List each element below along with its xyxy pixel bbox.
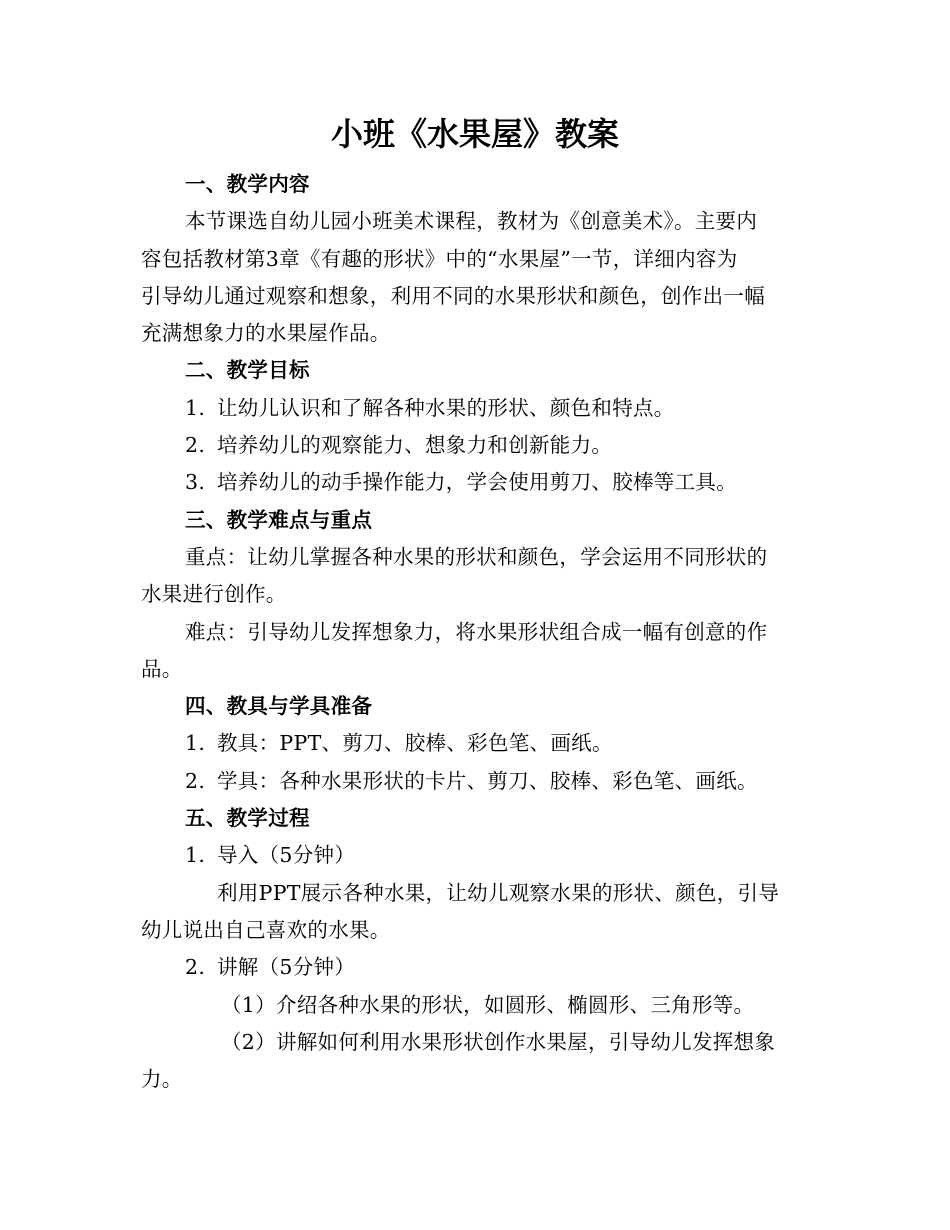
list-item	[141, 427, 807, 464]
list-item	[141, 837, 807, 874]
list-number: 2.	[185, 955, 206, 980]
sub-list-item: （2）讲解如何利用水果形状创作水果屋，引导幼儿发挥想象	[221, 1029, 776, 1054]
list-text: 让幼儿认识和了解各种水果的形状、颜色和特点。	[217, 395, 675, 420]
sub-list-item: （1）介绍各种水果的形状，如圆形、椭圆形、三角形等。	[221, 992, 755, 1017]
section-heading-objectives: 二、教学目标	[185, 358, 310, 383]
list-text: 教具：PPT、剪刀、胶棒、彩色笔、画纸。	[217, 731, 613, 756]
section-heading-process: 五、教学过程	[185, 806, 310, 831]
list-text: 培养幼儿的动手操作能力，学会使用剪刀、胶棒等工具。	[217, 470, 737, 495]
paragraph-line: 品。	[141, 656, 183, 681]
list-text: 讲解（5分钟）	[217, 955, 356, 980]
list-item	[141, 390, 807, 427]
list-text: 导入（5分钟）	[217, 843, 356, 868]
paragraph-line: 容包括教材第3章《有趣的形状》中的“水果屋”一节，详细内容为	[141, 246, 738, 271]
section-heading-key-points: 三、教学难点与重点	[185, 507, 373, 532]
paragraph-line: 引导幼儿通过观察和想象，利用不同的水果形状和颜色，创作出一幅	[141, 283, 765, 308]
list-number: 1.	[185, 731, 206, 756]
paragraph-line: 充满想象力的水果屋作品。	[141, 321, 391, 346]
list-text: 培养幼儿的观察能力、想象力和创新能力。	[217, 433, 613, 458]
list-number: 3.	[185, 470, 206, 495]
paragraph-line: 重点：让幼儿掌握各种水果的形状和颜色，学会运用不同形状的	[185, 544, 768, 569]
document-title: 小班《水果屋》教案	[330, 115, 619, 153]
paragraph-line: 本节课选自幼儿园小班美术课程，教材为《创意美术》。主要内	[185, 209, 758, 234]
list-number: 1.	[185, 843, 206, 868]
list-item	[141, 464, 807, 501]
paragraph-line: 难点：引导幼儿发挥想象力，将水果形状组合成一幅有创意的作	[185, 619, 768, 644]
section-heading-content: 一、教学内容	[185, 172, 310, 196]
list-number: 1.	[185, 395, 206, 420]
list-text: 学具：各种水果形状的卡片、剪刀、胶棒、彩色笔、画纸。	[217, 768, 758, 793]
document-body	[141, 166, 807, 1098]
paragraph-line: 水果进行创作。	[141, 582, 287, 607]
list-number: 2.	[185, 433, 206, 458]
list-item	[141, 949, 807, 986]
list-number: 2.	[185, 768, 206, 793]
list-item	[141, 725, 807, 762]
paragraph-line: 力。	[141, 1067, 183, 1092]
section-heading-materials: 四、教具与学具准备	[185, 694, 373, 719]
paragraph-line: 利用PPT展示各种水果，让幼儿观察水果的形状、颜色，引导	[217, 880, 780, 905]
list-item	[141, 763, 807, 800]
paragraph-line: 幼儿说出自己喜欢的水果。	[141, 917, 391, 942]
